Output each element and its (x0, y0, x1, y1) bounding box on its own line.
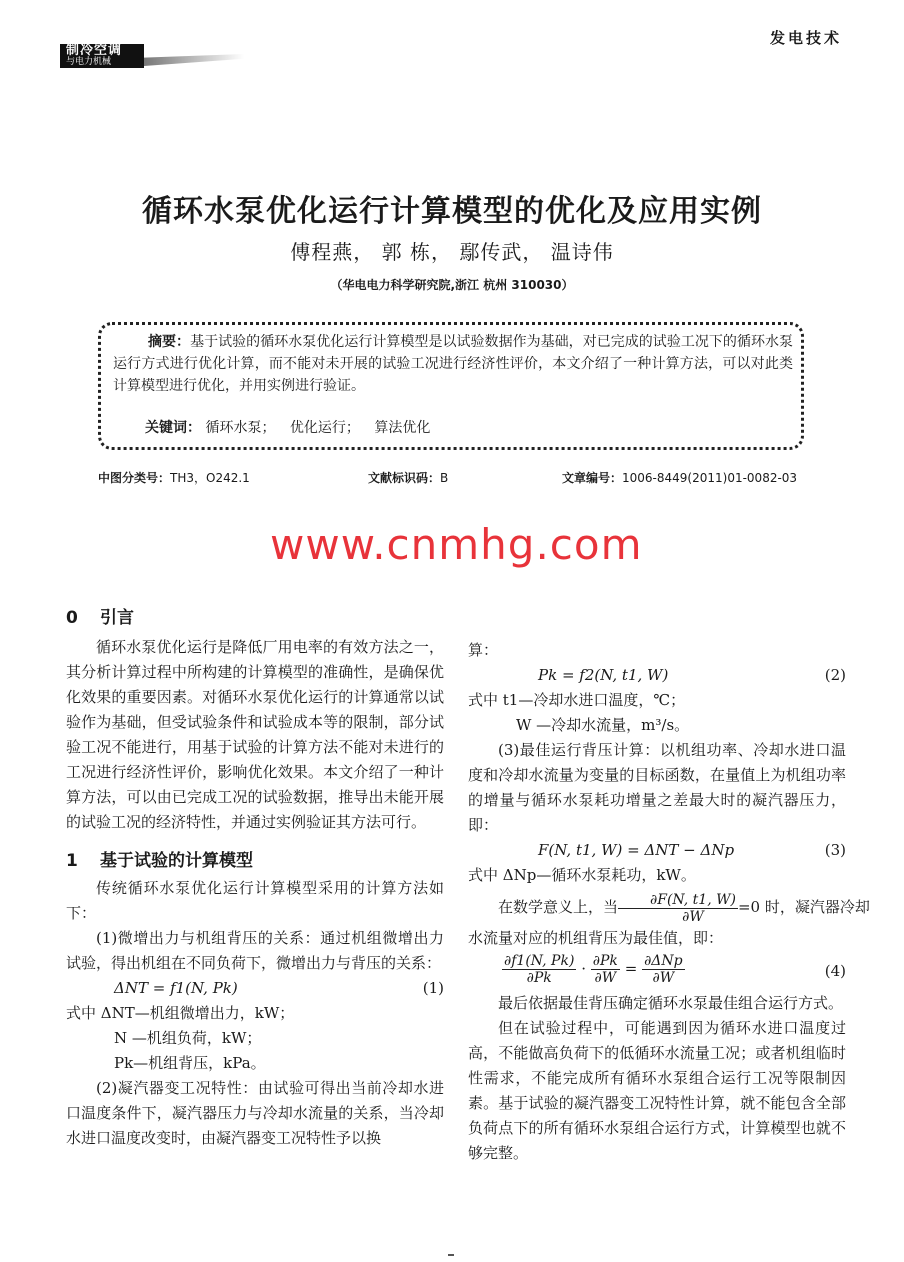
equation-number: (4) (824, 962, 846, 980)
equation-2 (468, 663, 846, 688)
partial-derivative (642, 953, 685, 986)
equation-4 (468, 951, 846, 991)
right-column (468, 638, 870, 1166)
equation-body: ΔNT = f1(N, Pk) (114, 979, 238, 997)
math-text: =0 时，凝汽器冷却 (737, 898, 870, 916)
section-0-heading (66, 606, 444, 631)
equation-number: (1) (422, 979, 444, 997)
paragraph: (2)凝汽器变工况特性：由试验可得出当前冷却水进口温度条件下，凝汽器压力与冷却水流量的关系，当冷却水进口温度改变时，由凝汽器变工况特性予以换 (66, 1079, 444, 1147)
article-affiliation: （华电电力科学研究院,浙江 杭州 310030） (330, 278, 574, 292)
variable-definition: W —冷却水流量，m³/s。 (516, 716, 690, 734)
variable-definition: N —机组负荷，kW； (114, 1029, 262, 1047)
abstract-text: 基于试验的循环水泵优化运行计算模型是以试验数据作为基础，对已完成的试验工况下的循环水泵运行方式进行优化计算，而不能对未开展的试验工况进行经济性评价，本文介绍了一种计算方法，可以对此类计算模型进行优化，并用实例进行验证。 (113, 334, 794, 394)
equation-number: (2) (824, 666, 846, 684)
paragraph: 但在试验过程中，可能遇到因为循环水进口温度过高，不能做高负荷下的低循环水流量工况；或者机组临时性需求，不能完成所有循环水泵组合运行工况等限制因素。基于试验的凝汽器变工况特性计算，就不能包含全部负荷点下的所有循环水泵组合运行方式，计算模型也就不够完整。 (468, 1019, 846, 1162)
intro-paragraph: 循环水泵优化运行是降低厂用电率的有效方法之一，其分析计算过程中所构建的计算模型的准确性，是确保优化效果的重要因素。对循环水泵优化运行的计算通常以试验作为基础，但受试验条件和试验成本等的限制，部分试验工况不能进行，用基于试验的计算方法不能对未进行的工况进行经济性评价，影响优化效果。本文介绍了一种计算方法，可以由已完成工况的试验数据，推导出未能开展的试验工况的经济特性，并通过实例验证其方法可行。 (66, 638, 444, 831)
logo-decoration (144, 54, 244, 66)
paragraph: 水流量对应的机组背压为最佳值，即： (468, 929, 724, 947)
paragraph: (1)微增出力与机组背压的关系：通过机组微增出力试验，得出机组在不同负荷下，微增出力与背压的关系： (66, 929, 444, 972)
abstract-label: 摘要： (148, 334, 191, 350)
keyword: 算法优化 (374, 420, 431, 436)
math-condition (468, 888, 870, 926)
article-number (562, 469, 797, 486)
journal-logo-line1: 制冷空调 (66, 43, 123, 58)
section-1-heading (66, 849, 444, 874)
section-title: 基于试验的计算模型 (100, 851, 253, 871)
partial-derivative (502, 953, 576, 986)
equation-body: Pk = f2(N, t1, W) (538, 666, 669, 684)
paragraph: 算： (468, 641, 499, 659)
fraction-numerator: ∂F(N, t1, W) (618, 892, 738, 909)
journal-logo (60, 44, 144, 68)
multiply-dot: · (581, 959, 586, 978)
keyword: 循环水泵； (205, 420, 276, 436)
clc-number (98, 469, 250, 486)
abstract (113, 331, 793, 397)
journal-logo-line2: 与电力机械 (66, 57, 112, 67)
keywords (145, 417, 440, 439)
paragraph: (3)最佳运行背压计算：以机组功率、冷却水进口温度和冷却水流量为变量的目标函数，在量值上为机组功率的增量与循环水泵耗功增量之差最大时的凝汽器压力，即： (468, 741, 846, 834)
keyword: 优化运行； (289, 420, 360, 436)
section-label: 发电技术 (769, 29, 842, 47)
article-no-value: 1006-8449(2011)01-0082-03 (622, 471, 798, 485)
variable-definition: 式中 t1—冷却水进口温度，℃； (468, 691, 686, 709)
math-text: 在数学意义上，当 (498, 898, 619, 916)
equation-body: F(N, t1, W) = ΔNT − ΔNp (538, 841, 735, 859)
fraction-denominator: ∂W (682, 908, 704, 925)
fraction-denominator: ∂W (594, 970, 617, 986)
equation-number: (3) (824, 841, 846, 859)
section-number: 0 (66, 608, 78, 628)
fraction-numerator: ∂ΔNp (644, 953, 683, 969)
partial-derivative (591, 953, 620, 986)
equation-1 (66, 976, 444, 1001)
abstract-box (98, 322, 804, 450)
fraction-numerator: ∂Pk (592, 953, 618, 969)
doc-code-label: 文献标识码： (368, 471, 441, 485)
variable-definition: 式中 ΔNp—循环水泵耗功，kW。 (468, 866, 696, 884)
doc-code-value: B (440, 471, 449, 485)
left-column (66, 606, 444, 1151)
clc-label: 中图分类号： (98, 471, 171, 485)
equation-3 (468, 838, 846, 863)
clc-value: TH3，O242.1 (170, 471, 250, 485)
article-authors: 傅程燕， 郭 栋， 鄢传武， 温诗伟 (290, 240, 614, 264)
paragraph: 最后依据最佳背压确定循环水泵最佳组合运行方式。 (498, 994, 844, 1012)
paragraph: 传统循环水泵优化运行计算模型采用的计算方法如下： (66, 879, 444, 922)
watermark: www.cnmhg.com (270, 520, 643, 569)
variable-definition: 式中 ΔNT—机组微增出力，kW； (66, 1004, 295, 1022)
fraction-denominator: ∂W (652, 970, 675, 986)
keywords-label: 关键词： (145, 420, 201, 436)
fraction-denominator: ∂Pk (526, 970, 552, 986)
page-mark (448, 1254, 454, 1256)
equals-sign: = (624, 959, 638, 978)
section-title: 引言 (100, 608, 134, 628)
fraction-numerator: ∂f1(N, Pk) (504, 953, 575, 969)
section-number: 1 (66, 851, 78, 871)
variable-definition: Pk—机组背压，kPa。 (114, 1054, 266, 1072)
document-code (368, 469, 448, 486)
equation-body (502, 953, 685, 986)
article-title: 循环水泵优化运行计算模型的优化及应用实例 (142, 194, 762, 229)
article-no-label: 文章编号： (562, 471, 623, 485)
partial-derivative (618, 892, 738, 925)
